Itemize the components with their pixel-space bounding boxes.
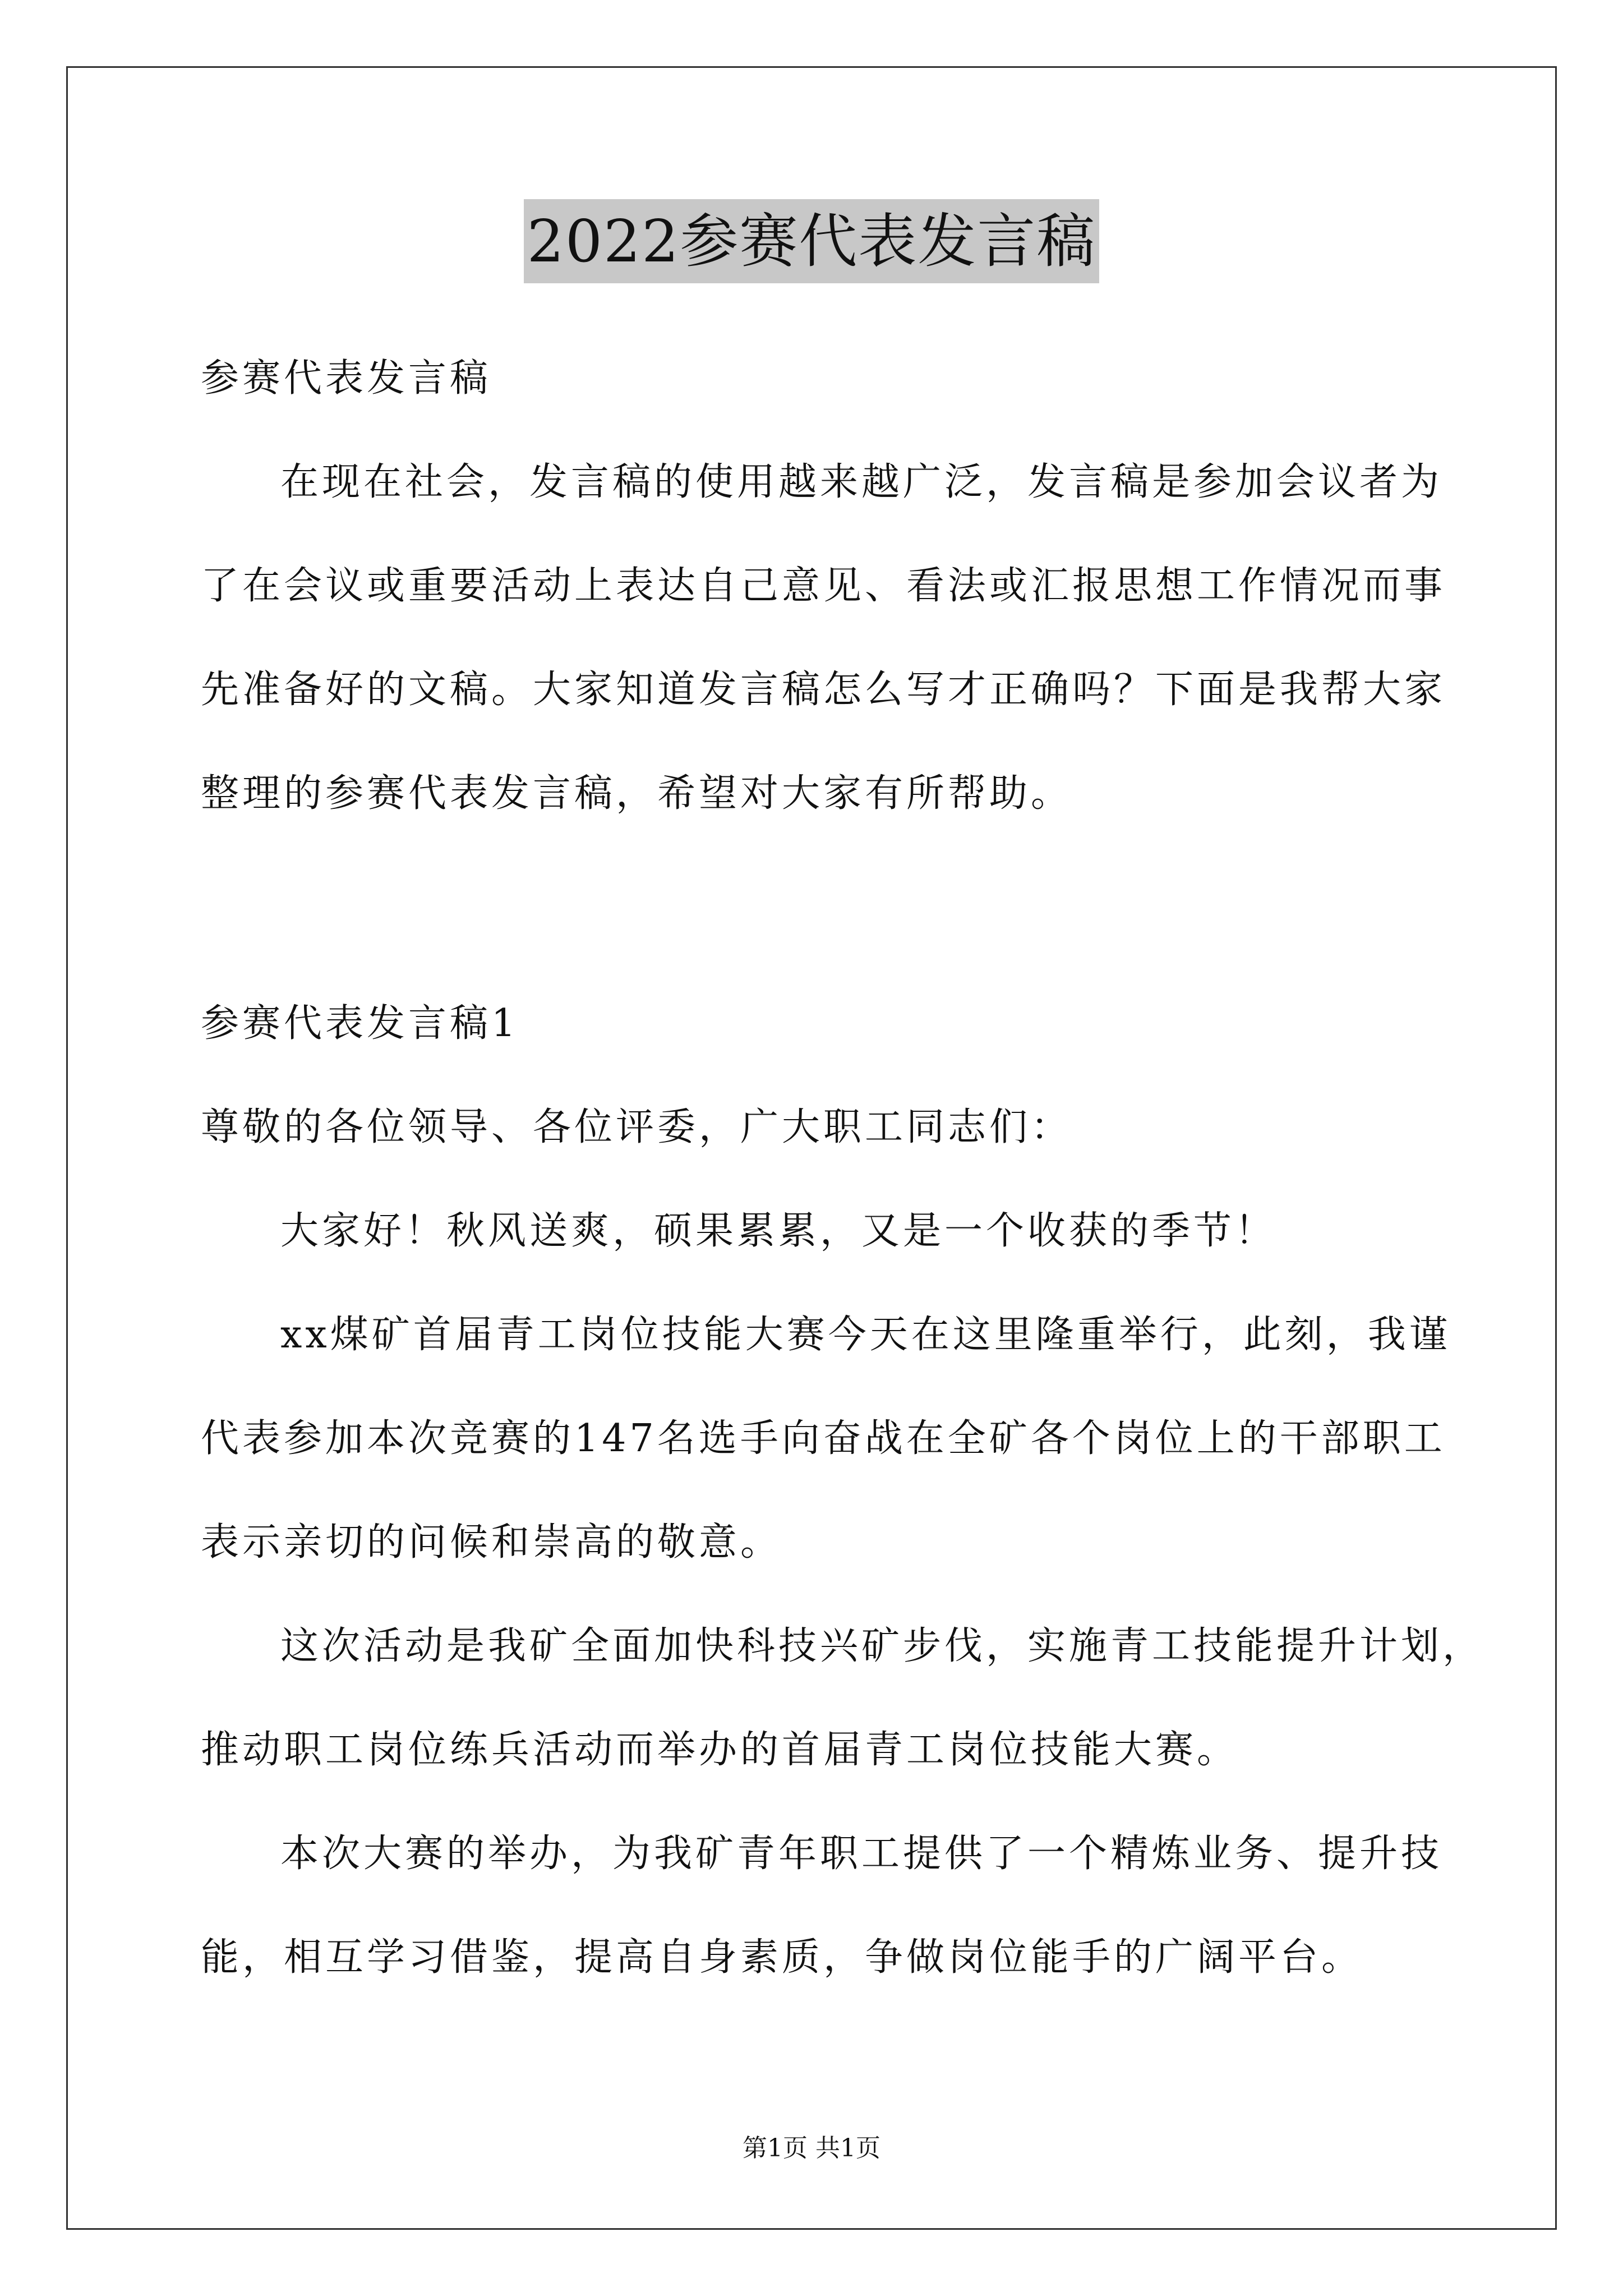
intro-line: 了在会议或重要活动上表达自己意见、看法或汇报思想工作情况而事: [201, 564, 1446, 608]
section-heading: 参赛代表发言稿1: [201, 1001, 519, 1046]
body-line: 本次大赛的举办，为我矿青年职工提供了一个精炼业务、提升技: [280, 1832, 1443, 1876]
body-line: 能，相互学习借鉴，提高自身素质，争做岗位能手的广阔平台。: [201, 1935, 1363, 1980]
body-line: 大家好！秋风送爽，硕果累累，又是一个收获的季节！: [280, 1209, 1277, 1253]
intro-line: 在现在社会，发言稿的使用越来越广泛，发言稿是参加会议者为: [280, 460, 1443, 504]
body-line: xx煤矿首届青工岗位技能大赛今天在这里隆重举行，此刻，我谨: [280, 1313, 1451, 1357]
title-container: [0, 199, 1623, 283]
body-line: 表示亲切的问候和崇高的敬意。: [201, 1520, 782, 1565]
document-subtitle: 参赛代表发言稿: [201, 356, 492, 401]
body-line: 代表参加本次竞赛的147名选手向奋战在全矿各个岗位上的干部职工: [201, 1416, 1446, 1461]
page-footer: 第1页 共1页: [743, 2134, 880, 2162]
intro-line: 先准备好的文稿。大家知道发言稿怎么写才正确吗？下面是我帮大家: [201, 668, 1446, 712]
document-title: 2022参赛代表发言稿: [524, 199, 1100, 283]
salutation: 尊敬的各位领导、各位评委，广大职工同志们：: [201, 1105, 1073, 1149]
intro-line: 整理的参赛代表发言稿，希望对大家有所帮助。: [201, 771, 1073, 816]
body-line: 这次活动是我矿全面加快科技兴矿步伐，实施青工技能提升计划，: [280, 1624, 1484, 1668]
body-line: 推动职工岗位练兵活动而举办的首届青工岗位技能大赛。: [201, 1728, 1239, 1772]
